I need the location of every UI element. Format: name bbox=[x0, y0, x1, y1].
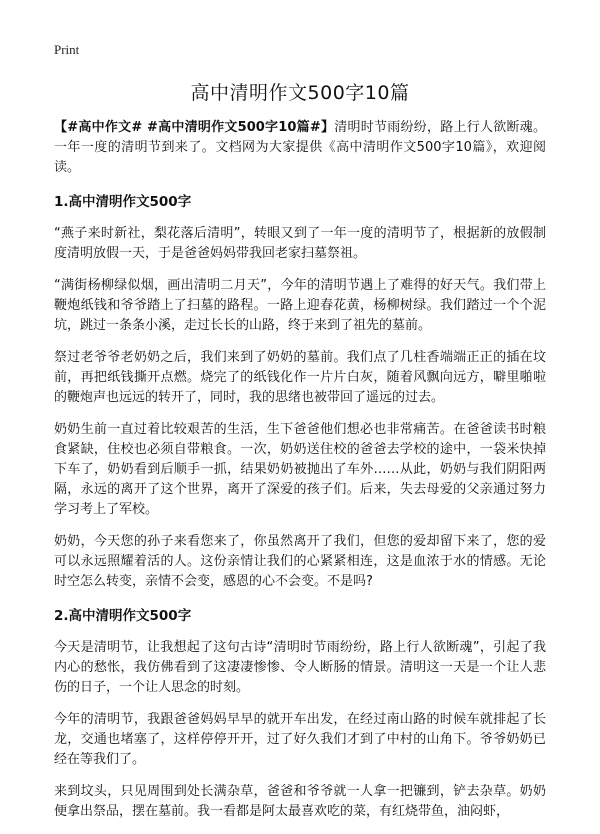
document-body bbox=[54, 118, 546, 834]
paragraph: “满街杨柳绿似烟，画出清明二月天”，今年的清明节遇上了难得的好天气。我们带上鞭炮纸钱和爷爷踏上了扫墓的路程。一路上迎春花黄，杨柳树绿。我们踏过一个个泥坑，跳过一条条小溪，走过长长的山路，终于来到了祖先的墓前。 bbox=[54, 278, 546, 333]
paragraph: 今年的清明节，我跟爸爸妈妈早早的就开车出发，在经过南山路的时候车就排起了长龙，交通也堵塞了，这样停停开开，过了好久我们才到了中村的山角下。爷爷奶奶已经在等我们了。 bbox=[54, 712, 546, 767]
section-heading: 2.高中清明作文500字 bbox=[54, 608, 192, 624]
paragraph: 今天是清明节，让我想起了这句古诗“清明时节雨纷纷，路上行人欲断魂”，引起了我内心的愁怅，我仿佛看到了这凄凄惨惨、令人断肠的情景。清明这一天是一个让人悲伤的日子，一个让人思念的时刻。 bbox=[54, 640, 546, 695]
paragraph: 奶奶生前一直过着比较艰苦的生活，生下爸爸他们想必也非常痛苦。在爸爸读书时粮食紧缺，住校也必须自带粮食。一次，奶奶送住校的爸爸去学校的途中，一袋米快掉下车了，奶奶看到后顺手一抓，结果奶奶被抛出了车外……从此，奶奶与我们阴阳两隔，永远的离开了这个世界，离开了深爱的孩子们。后来，失去母爱的父亲通过努力学习考上了军校。 bbox=[54, 422, 546, 517]
paragraph: 奶奶，今天您的孙子来看您来了，你虽然离开了我们，但您的爱却留下来了，您的爱可以永远照耀着活的人。这份亲情让我们的心紧紧相连，这是血浓于水的情感。无论时空怎么转变，亲情不会变，感恩的心不会变。不是吗? bbox=[54, 534, 546, 589]
print-link[interactable]: Print bbox=[54, 42, 80, 57]
paragraph: “燕子来时新社，梨花落后清明”，转眼又到了一年一度的清明节了，根据新的放假制度清明放假一天，于是爸爸妈妈带我回老家扫墓祭祖。 bbox=[54, 226, 546, 261]
document-title: 高中清明作文500字10篇 bbox=[190, 82, 410, 104]
paragraph: 祭过老爷爷老奶奶之后，我们来到了奶奶的墓前。我们点了几柱香端端正正的插在坟前，再把纸钱撕开点燃。烧完了的纸钱化作一片片白灰，随着风飘向远方，噼里啪啦的鞭炮声也远远的转开了，同时，我的思绪也被带回了遥远的过去。 bbox=[54, 350, 546, 405]
section-heading: 1.高中清明作文500字 bbox=[54, 194, 192, 210]
paragraph: 来到坟头，只见周围到处长满杂草，爸爸和爷爷就一人拿一把镰到，铲去杂草。奶奶便拿出祭品，摆在墓前。我一看都是阿太最喜欢吃的菜，有红烧带鱼，油闷虾， bbox=[54, 784, 546, 819]
intro-tag: 【#高中作文# #高中清明作文500字10篇#】 bbox=[54, 120, 335, 135]
intro-text: 清明时节雨纷纷，路上行人欲断魂。一年一度的清明节到来了。文档网为大家提供《高中清明作文500字10篇》，欢迎阅读。 bbox=[54, 120, 546, 175]
intro-paragraph bbox=[54, 118, 546, 178]
